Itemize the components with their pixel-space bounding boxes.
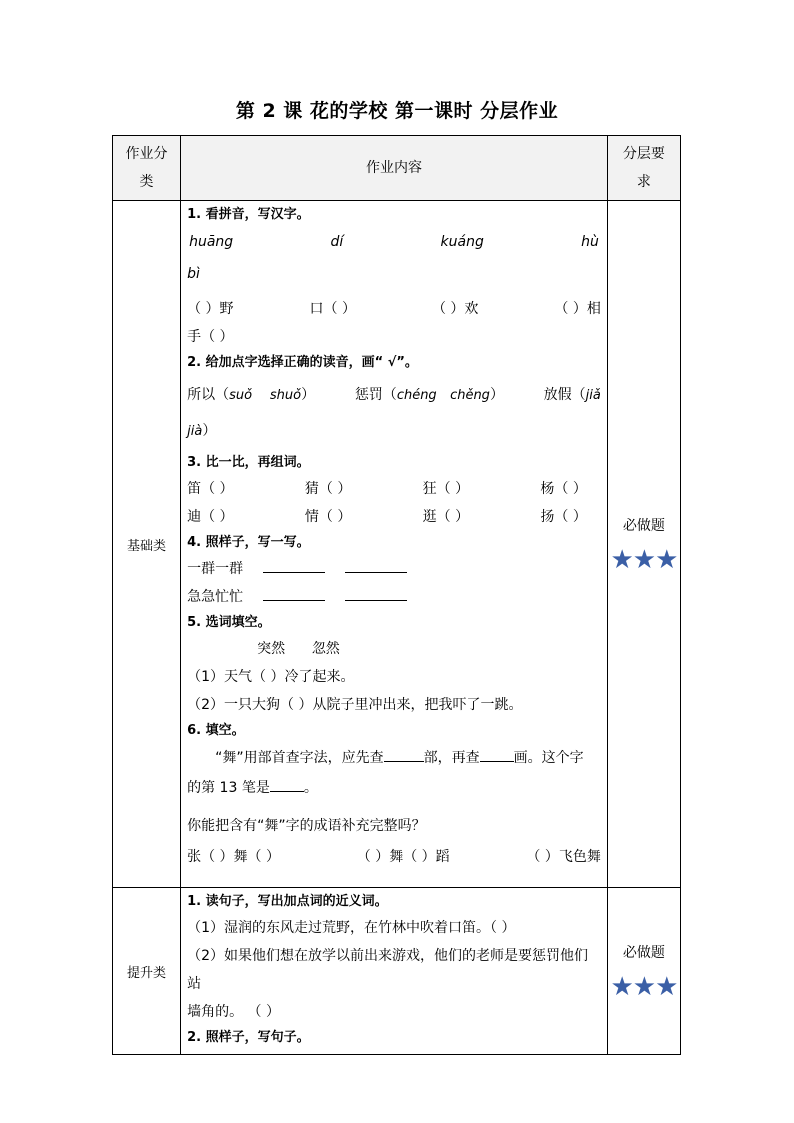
- header-content: 作业内容: [181, 136, 608, 201]
- answer-blank[interactable]: [270, 777, 304, 792]
- q6-title: 6. 填空。: [187, 723, 245, 738]
- q1-word-4: （ ）相: [554, 301, 601, 317]
- q6-idioms-row: [187, 841, 601, 873]
- q1-pinyin-3: kuáng: [440, 234, 484, 250]
- header-requirement: 分层要 求: [607, 136, 680, 201]
- q3-word-5: 迪（ ）: [187, 509, 234, 525]
- q3-word-4: 杨（ ）: [540, 481, 587, 497]
- q3-word-1: 笛（ ）: [187, 481, 234, 497]
- star-rating-icon: ★★★: [610, 545, 678, 575]
- answer-line[interactable]: [263, 586, 325, 601]
- adv-sentence-2a: （2）如果他们想在放学以前出来游戏，他们的老师是要惩罚他们站: [187, 948, 589, 992]
- q1-pinyin-2: dí: [330, 234, 344, 250]
- page-title: 第 2 课 花的学校 第一课时 分层作业: [235, 100, 559, 122]
- q1-title: 1. 看拼音，写汉字。: [187, 207, 310, 222]
- adv-q2-title: 2. 照样子，写句子。: [187, 1030, 310, 1045]
- q1-word-1: （ ）野: [187, 301, 234, 317]
- basic-row: [113, 201, 681, 888]
- advanced-requirement: [607, 888, 680, 1055]
- q4-row-2: 急急忙忙: [187, 583, 601, 611]
- q5-options: 突然 忽然: [257, 641, 340, 657]
- q6-paragraph-2: 的第 13 笔是 。: [187, 773, 601, 803]
- q2-item-1: 所以（suǒ shuǒ）: [187, 387, 316, 403]
- answer-blank[interactable]: [384, 747, 424, 762]
- adv-sentence-2b: 墙角的。 （ ）: [187, 1004, 281, 1020]
- header-category: 作业分 类: [113, 136, 181, 201]
- q2-wrap: jià）: [187, 423, 217, 439]
- q2-item-2: 惩罚（chéng chěng）: [354, 387, 504, 403]
- q1-pinyin-wrap: bì: [187, 266, 200, 282]
- q3-row-2: [187, 503, 601, 531]
- homework-table: [112, 135, 681, 1055]
- q3-word-7: 逛（ ）: [422, 509, 470, 525]
- answer-line[interactable]: [345, 586, 407, 601]
- q1-pinyin-4: hù: [581, 234, 599, 250]
- q3-title: 3. 比一比，再组词。: [187, 455, 310, 470]
- advanced-content: [181, 888, 608, 1055]
- answer-blank[interactable]: [480, 747, 514, 762]
- q4-title: 4. 照样子，写一写。: [187, 535, 310, 550]
- star-rating-icon: ★★★: [610, 972, 678, 1002]
- q2-title: 2. 给加点字选择正确的读音，画“ √”。: [187, 355, 418, 370]
- q6-paragraph-1: “舞”用部首查字法，应先查 部，再查 画。这个字: [187, 743, 601, 773]
- q2-row: [187, 375, 601, 416]
- basic-requirement: [607, 201, 680, 888]
- adv-q1-title: 1. 读句子，写出加点词的近义词。: [187, 894, 388, 909]
- requirement-label: 必做题: [622, 518, 665, 534]
- q3-word-6: 情（ ）: [304, 509, 352, 525]
- q5-sentence-2: （2）一只大狗（ ）从院子里冲出来，把我吓了一跳。: [187, 697, 523, 713]
- adv-sentence-1: （1）湿润的东风走过荒野，在竹林中吹着口笛。（ ）: [187, 920, 516, 936]
- q1-word-2: 口（ ）: [309, 301, 356, 317]
- advanced-category: 提升类: [113, 888, 181, 1055]
- q1-word-3: （ ）欢: [431, 301, 479, 317]
- table-header-row: [113, 136, 681, 201]
- q1-pinyin-1: huāng: [189, 234, 234, 250]
- q5-title: 5. 选词填空。: [187, 615, 271, 630]
- q1-words-row: [187, 295, 601, 323]
- q3-word-2: 猜（ ）: [304, 481, 352, 497]
- advanced-row: [113, 888, 681, 1055]
- q3-word-3: 狂（ ）: [422, 481, 470, 497]
- basic-category: 基础类: [113, 201, 181, 888]
- basic-content: [181, 201, 608, 888]
- q5-sentence-1: （1）天气（ ）冷了起来。: [187, 669, 355, 685]
- idiom-1: 张（ ）舞（ ）: [187, 849, 281, 865]
- idiom-2: （ ）舞（ ）蹈: [356, 849, 450, 865]
- q4-row-1: 一群一群: [187, 555, 601, 583]
- q6-paragraph-3: 你能把含有“舞”字的成语补充完整吗？: [187, 818, 426, 834]
- q1-words-wrap: 手（ ）: [187, 329, 234, 345]
- q2-item-3: 放假（jiǎ: [543, 387, 601, 403]
- answer-line[interactable]: [345, 558, 407, 573]
- q3-word-8: 扬（ ）: [540, 509, 587, 525]
- idiom-3: （ ）飞色舞: [526, 849, 601, 865]
- answer-line[interactable]: [263, 558, 325, 573]
- q3-row-1: [187, 475, 601, 503]
- requirement-label: 必做题: [622, 945, 665, 961]
- q1-pinyin-row: [187, 227, 601, 257]
